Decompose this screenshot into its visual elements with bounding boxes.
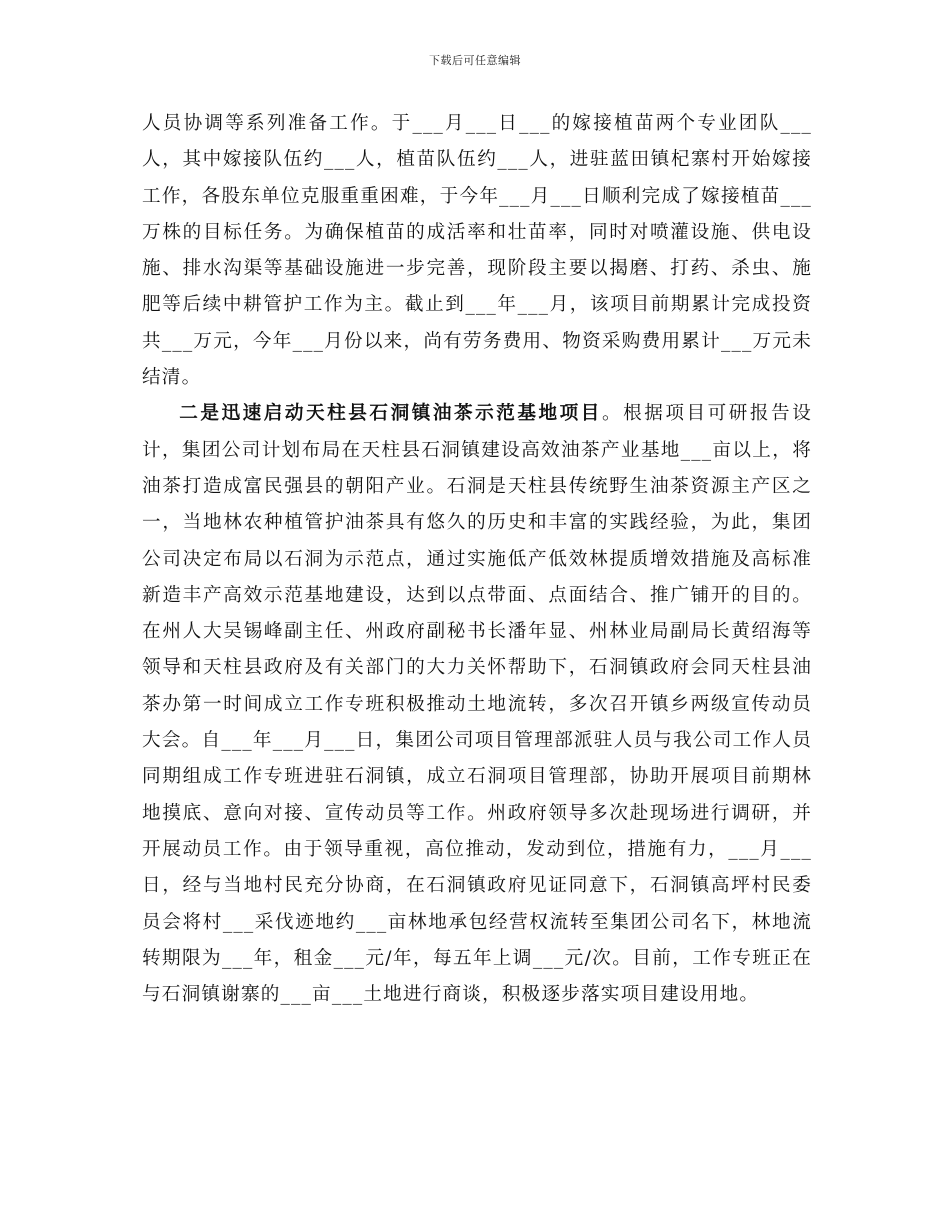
paragraph-2-heading: 二是迅速启动天柱县石洞镇油茶示范基地项目	[179, 403, 602, 425]
document-body	[142, 106, 812, 1013]
paragraph-1-text: 人员协调等系列准备工作。于___月___日___的嫁接植苗两个专业团队___人，其中嫁接队伍约___人，植苗队伍约___人，进驻蓝田镇杞寨村开始嫁接工作，各股东单位克服重重困难，于今年___月___日顺利完成了嫁接植苗___万株的目标任务。为确保植苗的成活率和壮苗率，同时对喷灌设施、供电设施、排水沟渠等基础设施进一步完善，现阶段主要以揭磨、打药、杀虫、施肥等后续中耕管护工作为主。截止到___年___月，该项目前期累计完成投资共___万元，今年___月份以来，尚有劳务费用、物资采购费用累计___万元未结清。	[142, 113, 812, 389]
paragraph-1	[142, 106, 812, 396]
page-header: 下载后可任意编辑	[429, 54, 521, 67]
paragraph-2-text: 。根据项目可研报告设计，集团公司计划布局在天柱县石洞镇建设高效油茶产业基地___亩以上，将油茶打造成富民强县的朝阳产业。石洞是天柱县传统野生油茶资源主产区之一，当地林农种植管护油茶具有悠久的历史和丰富的实践经验，为此，集团公司决定布局以石洞为示范点，通过实施低产低效林提质增效措施及高标准新造丰产高效示范基地建设，达到以点带面、点面结合、推广铺开的目的。在州人大吴锡峰副主任、州政府副秘书长潘年显、州林业局副局长黄绍海等领导和天柱县政府及有关部门的大力关怀帮助下，石洞镇政府会同天柱县油茶办第一时间成立工作专班积极推动土地流转，多次召开镇乡两级宣传动员大会。自___年___月___日，集团公司项目管理部派驻人员与我公司工作人员同期组成工作专班进驻石洞镇，成立石洞项目管理部，协助开展项目前期林地摸底、意向对接、宣传动员等工作。州政府领导多次赴现场进行调研，并开展动员工作。由于领导重视，高位推动，发动到位，措施有力，___月___日，经与当地村民充分协商，在石洞镇政府见证同意下，石洞镇高坪村民委员会将村___采伐迹地约___亩林地承包经营权流转至集团公司名下，林地流转期限为___年，租金___元/年，每五年上调___元/次。目前，工作专班正在与石洞镇谢寨的___亩___土地进行商谈，积极逐步落实项目建设用地。	[142, 403, 812, 1006]
paragraph-2	[142, 396, 812, 1013]
